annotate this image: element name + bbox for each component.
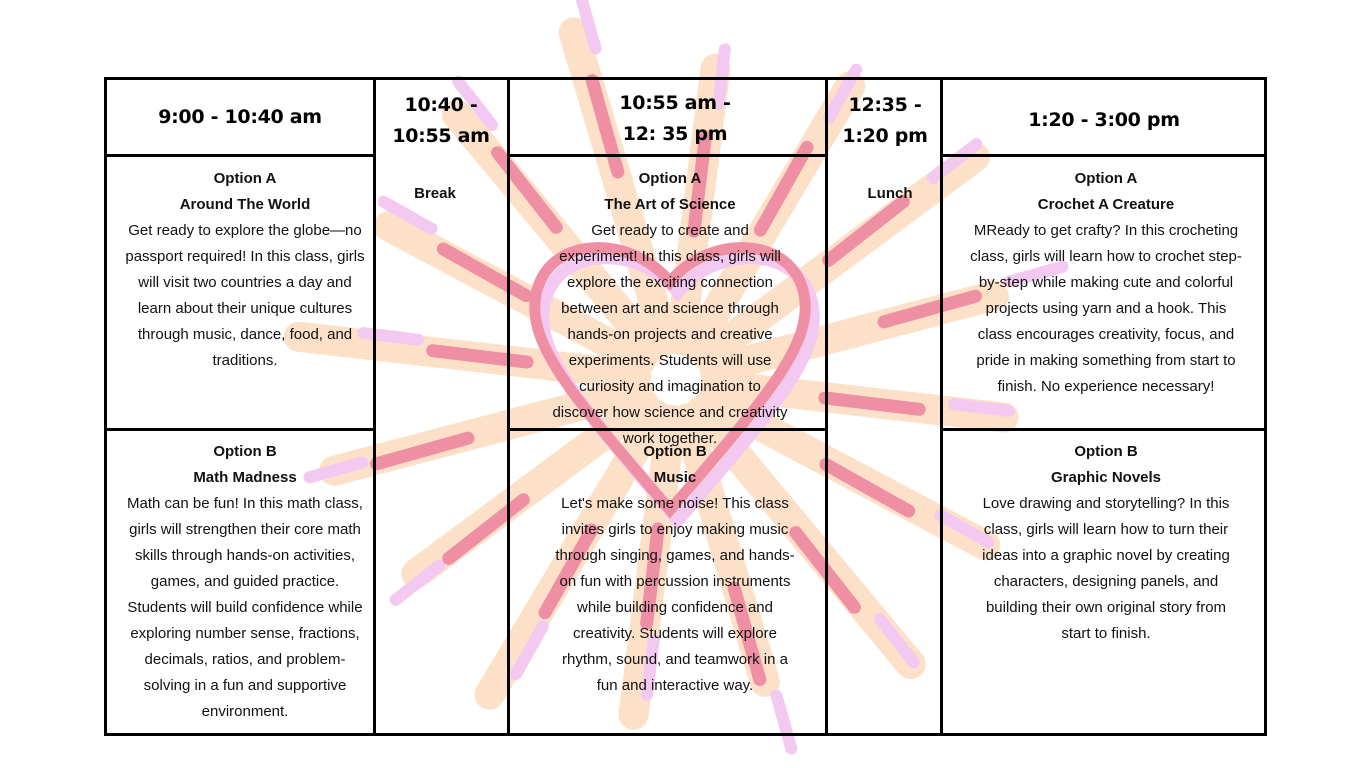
header-divider-col1 [104, 154, 376, 157]
column-divider-4 [940, 77, 943, 736]
header-divider-col3 [508, 154, 828, 157]
option-label: Option B [213, 443, 277, 460]
class-title: Crochet A Creature [1037, 196, 1175, 213]
option-label: Option B [1074, 443, 1138, 460]
option-label: Option A [638, 170, 702, 187]
class-description: Math can be fun! In this math class, girls will strengthen their core math skills through hands-on activities, games, and guided practice. Students will build confidence while exploring number sense, fractions, decimals, ratios, and problem-solving in a fun and supportive environment. [127, 495, 363, 720]
column-divider-1 [373, 77, 376, 736]
class-title: Math Madness [193, 469, 297, 486]
table-border-top [104, 77, 1267, 80]
class-description: Get ready to explore the globe—no passport required! In this class, girls will visit two countries a day and learn about their unique cultures through music, dance, food, and traditions. [125, 222, 365, 369]
option-label: Option A [213, 170, 277, 187]
option-divider-col1 [104, 428, 376, 431]
session2-option-b-cell [550, 439, 800, 699]
session2-option-a-cell [550, 166, 790, 452]
session1-option-b-cell [122, 439, 368, 725]
class-title: Around The World [179, 196, 311, 213]
time-header-col5: 1:20 - 3:00 pm [1028, 109, 1180, 131]
table-border-right [1264, 77, 1267, 736]
time-header-col3: 10:55 am - 12: 35 pm [619, 92, 731, 145]
class-description: Love drawing and storytelling? In this class, girls will learn how to turn their ideas into a graphic novel by creating characters, designing panels, and building their own original story from start to finish. [982, 495, 1230, 642]
table-border-bottom [104, 733, 1267, 736]
time-header-col2: 10:40 - 10:55 am [392, 94, 490, 147]
option-label: Option A [1074, 170, 1138, 187]
class-title: Graphic Novels [1050, 469, 1162, 486]
class-description: MReady to get crafty? In this crocheting class, girls will learn how to crochet step-by-step while making cute and colorful projects using yarn and a hook. This class encourages creativity, focus, and pride in making something from start to finish. No experience necessary! [970, 222, 1242, 395]
column-divider-2 [507, 77, 510, 736]
class-description: Let's make some noise! This class invites girls to enjoy making music through singing, games, and hands-on fun with percussion instruments while building confidence and creativity. Students will explore rhythm, sound, and teamwork in a fun and interactive way. [555, 495, 795, 694]
option-divider-col5 [941, 428, 1267, 431]
class-title: The Art of Science [604, 196, 736, 213]
class-title: Music [653, 469, 697, 486]
option-label: Option B [643, 443, 707, 460]
break-label: Break [414, 185, 456, 202]
session1-option-a-cell [122, 166, 368, 374]
session3-option-b-cell [978, 439, 1234, 647]
lunch-label: Lunch [867, 185, 913, 202]
class-description: Get ready to create and experiment! In this class, girls will explore the exciting connection between art and science through hands-on projects and creative experiments. Students will use curiosity and imagination to discover how science and creativity work together. [552, 222, 788, 447]
column-divider-3 [825, 77, 828, 736]
session3-option-a-cell [968, 166, 1244, 400]
table-border-left [104, 77, 107, 736]
time-header-col4: 12:35 - 1:20 pm [842, 94, 928, 147]
header-divider-col5 [941, 154, 1267, 157]
time-header-col1: 9:00 - 10:40 am [158, 106, 322, 128]
